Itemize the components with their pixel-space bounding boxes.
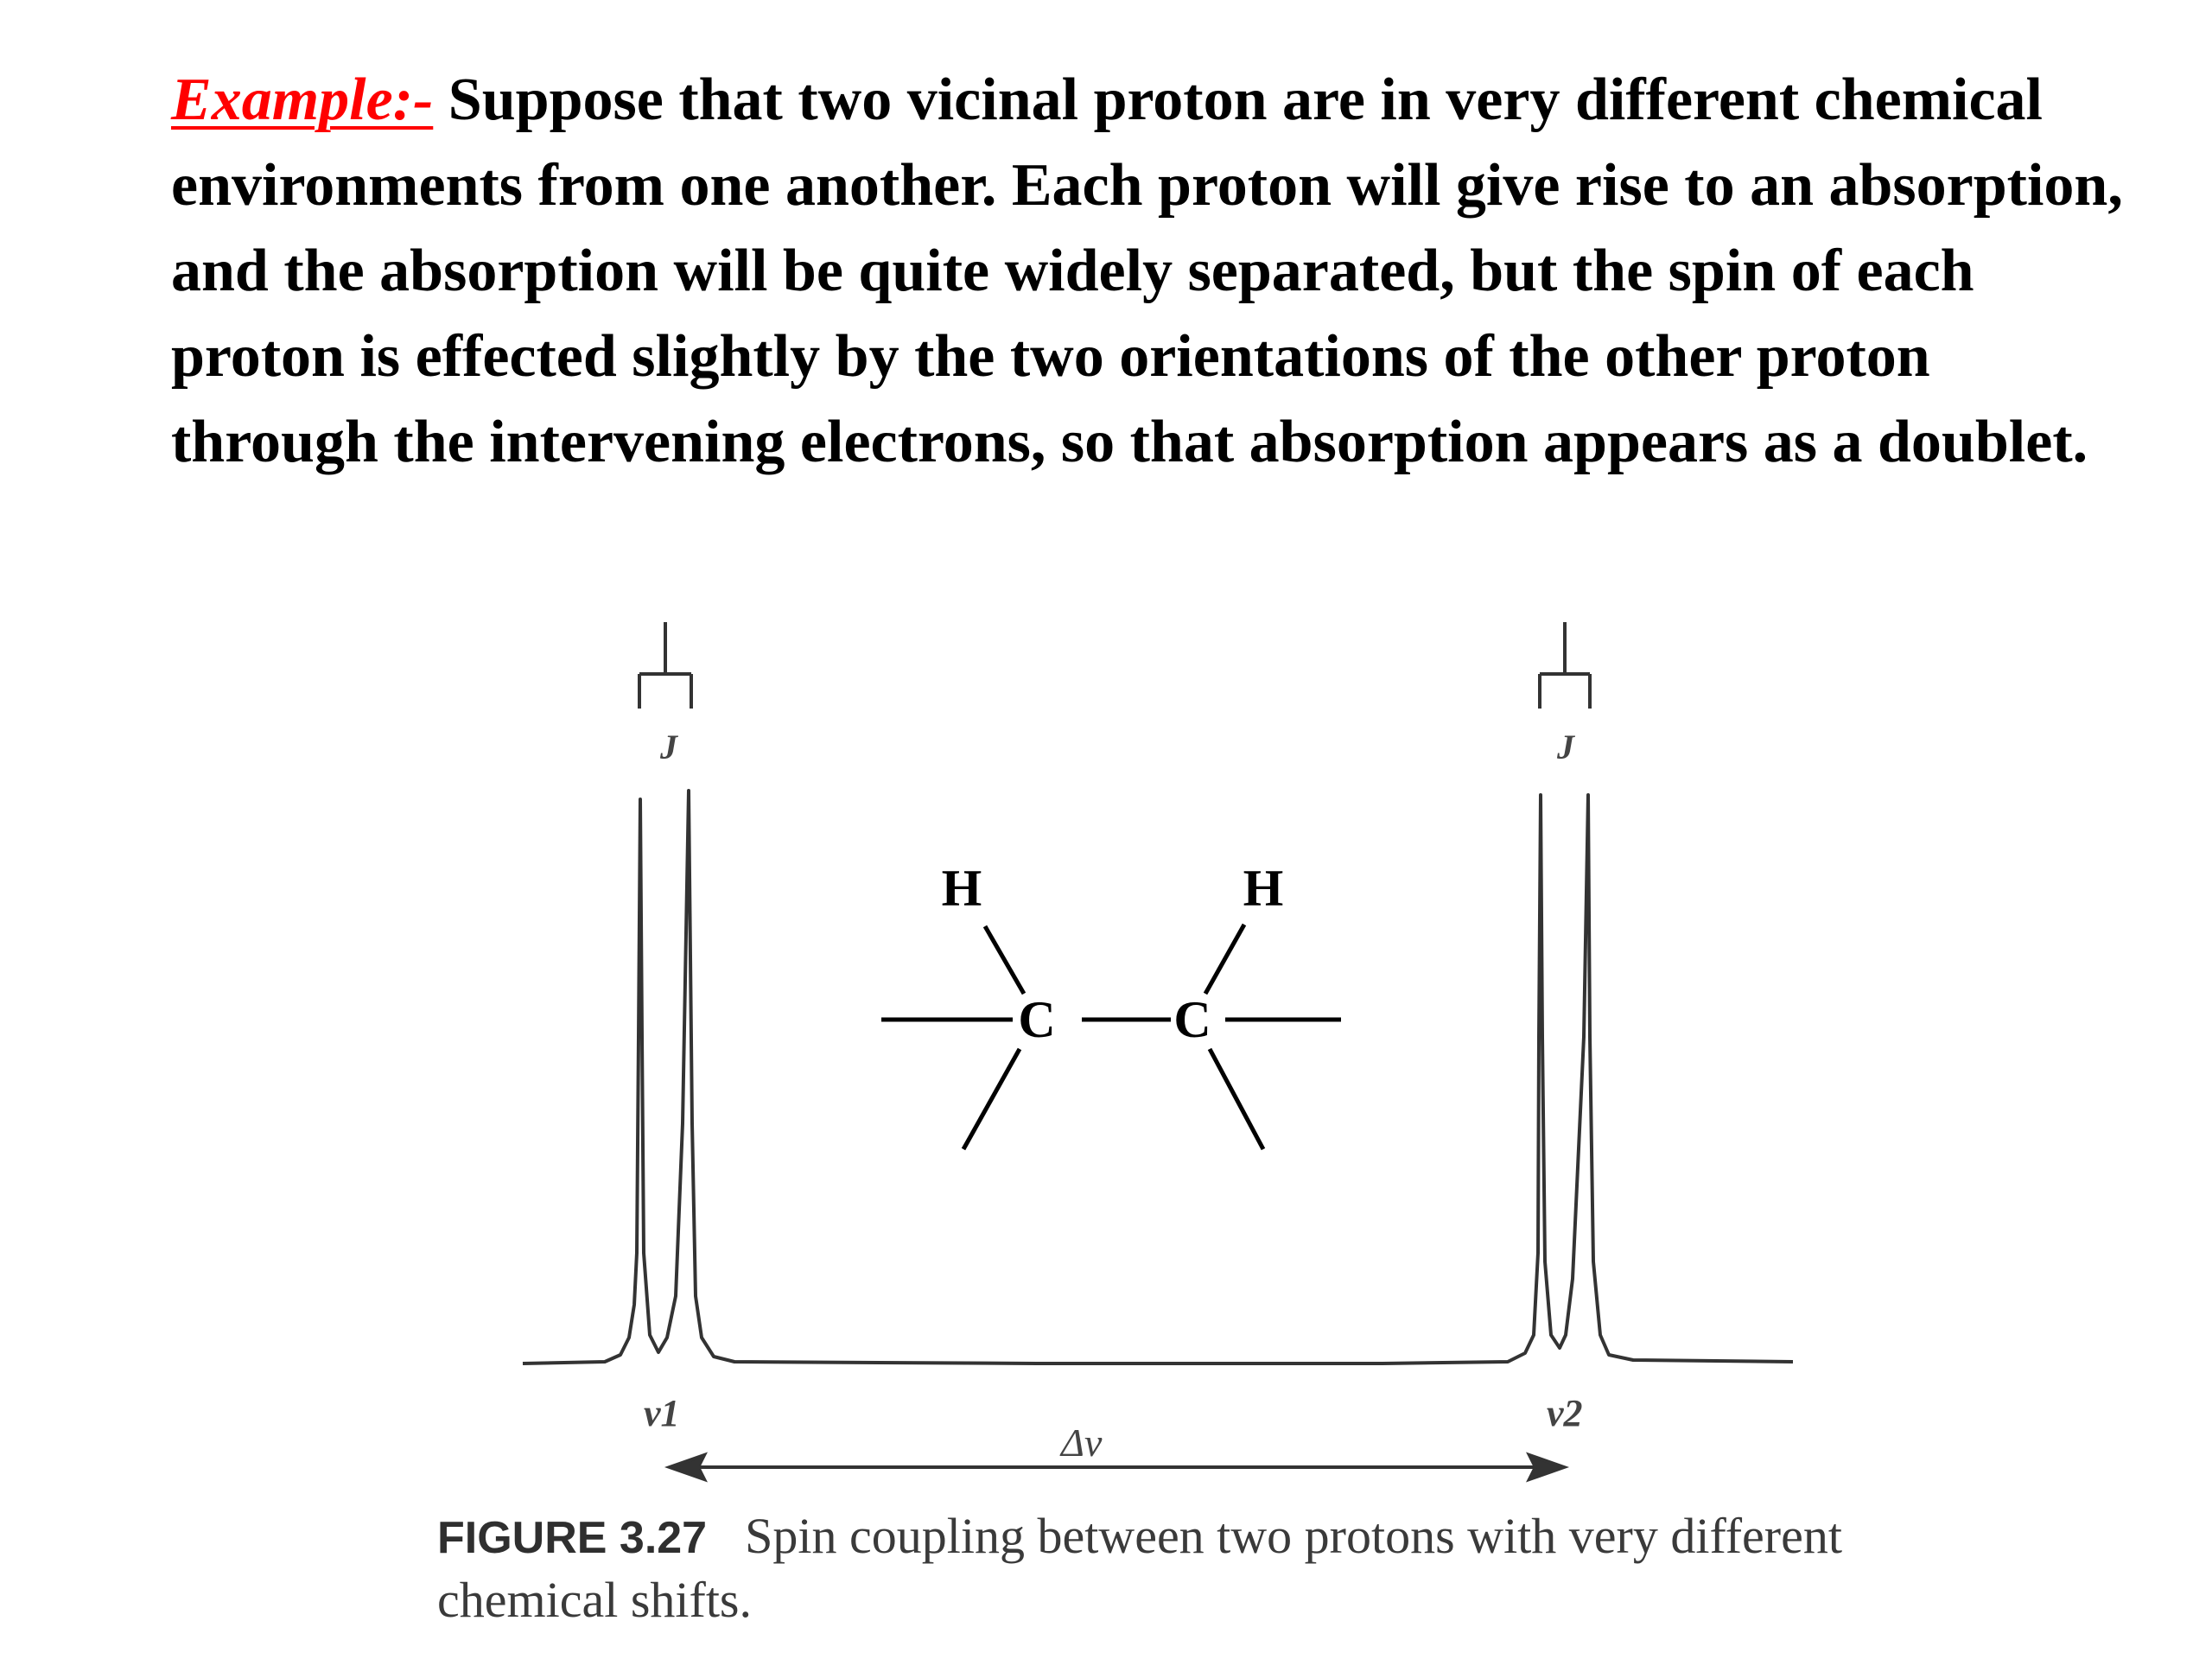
molecule-c-right: C bbox=[1173, 991, 1211, 1048]
figure-caption-text: Spin coupling between two protons with very different chemical shifts. bbox=[437, 1508, 1842, 1628]
j-bracket-right bbox=[1540, 622, 1590, 709]
molecule-structure bbox=[881, 925, 1341, 1149]
delta-nu-arrow bbox=[670, 1455, 1564, 1479]
example-label: Example:- bbox=[171, 67, 434, 133]
j-label-left: J bbox=[660, 728, 677, 766]
example-body-text: Suppose that two vicinal proton are in very different chemical environments from one another. Each proton will give rise to an absorption, and the absorption will be quite widely separated, but the spin of each proton is effected slightly by the two orientations of the other proton through the intervening electrons, so that absorption appears as a doublet. bbox=[171, 67, 2123, 475]
nu2-label: ν2 bbox=[1547, 1392, 1583, 1434]
j-bracket-left bbox=[639, 622, 691, 709]
molecule-h-right: H bbox=[1243, 860, 1284, 917]
molecule-c-left: C bbox=[1018, 991, 1056, 1048]
molecule-h-left: H bbox=[941, 860, 982, 917]
j-label-right: J bbox=[1557, 728, 1574, 766]
spectrum-trace bbox=[523, 791, 1793, 1363]
figure-caption bbox=[437, 1505, 1906, 1631]
figure-number: FIGURE 3.27 bbox=[437, 1513, 708, 1563]
delta-nu-label: Δν bbox=[1061, 1421, 1103, 1465]
nu1-label: ν1 bbox=[644, 1392, 680, 1434]
